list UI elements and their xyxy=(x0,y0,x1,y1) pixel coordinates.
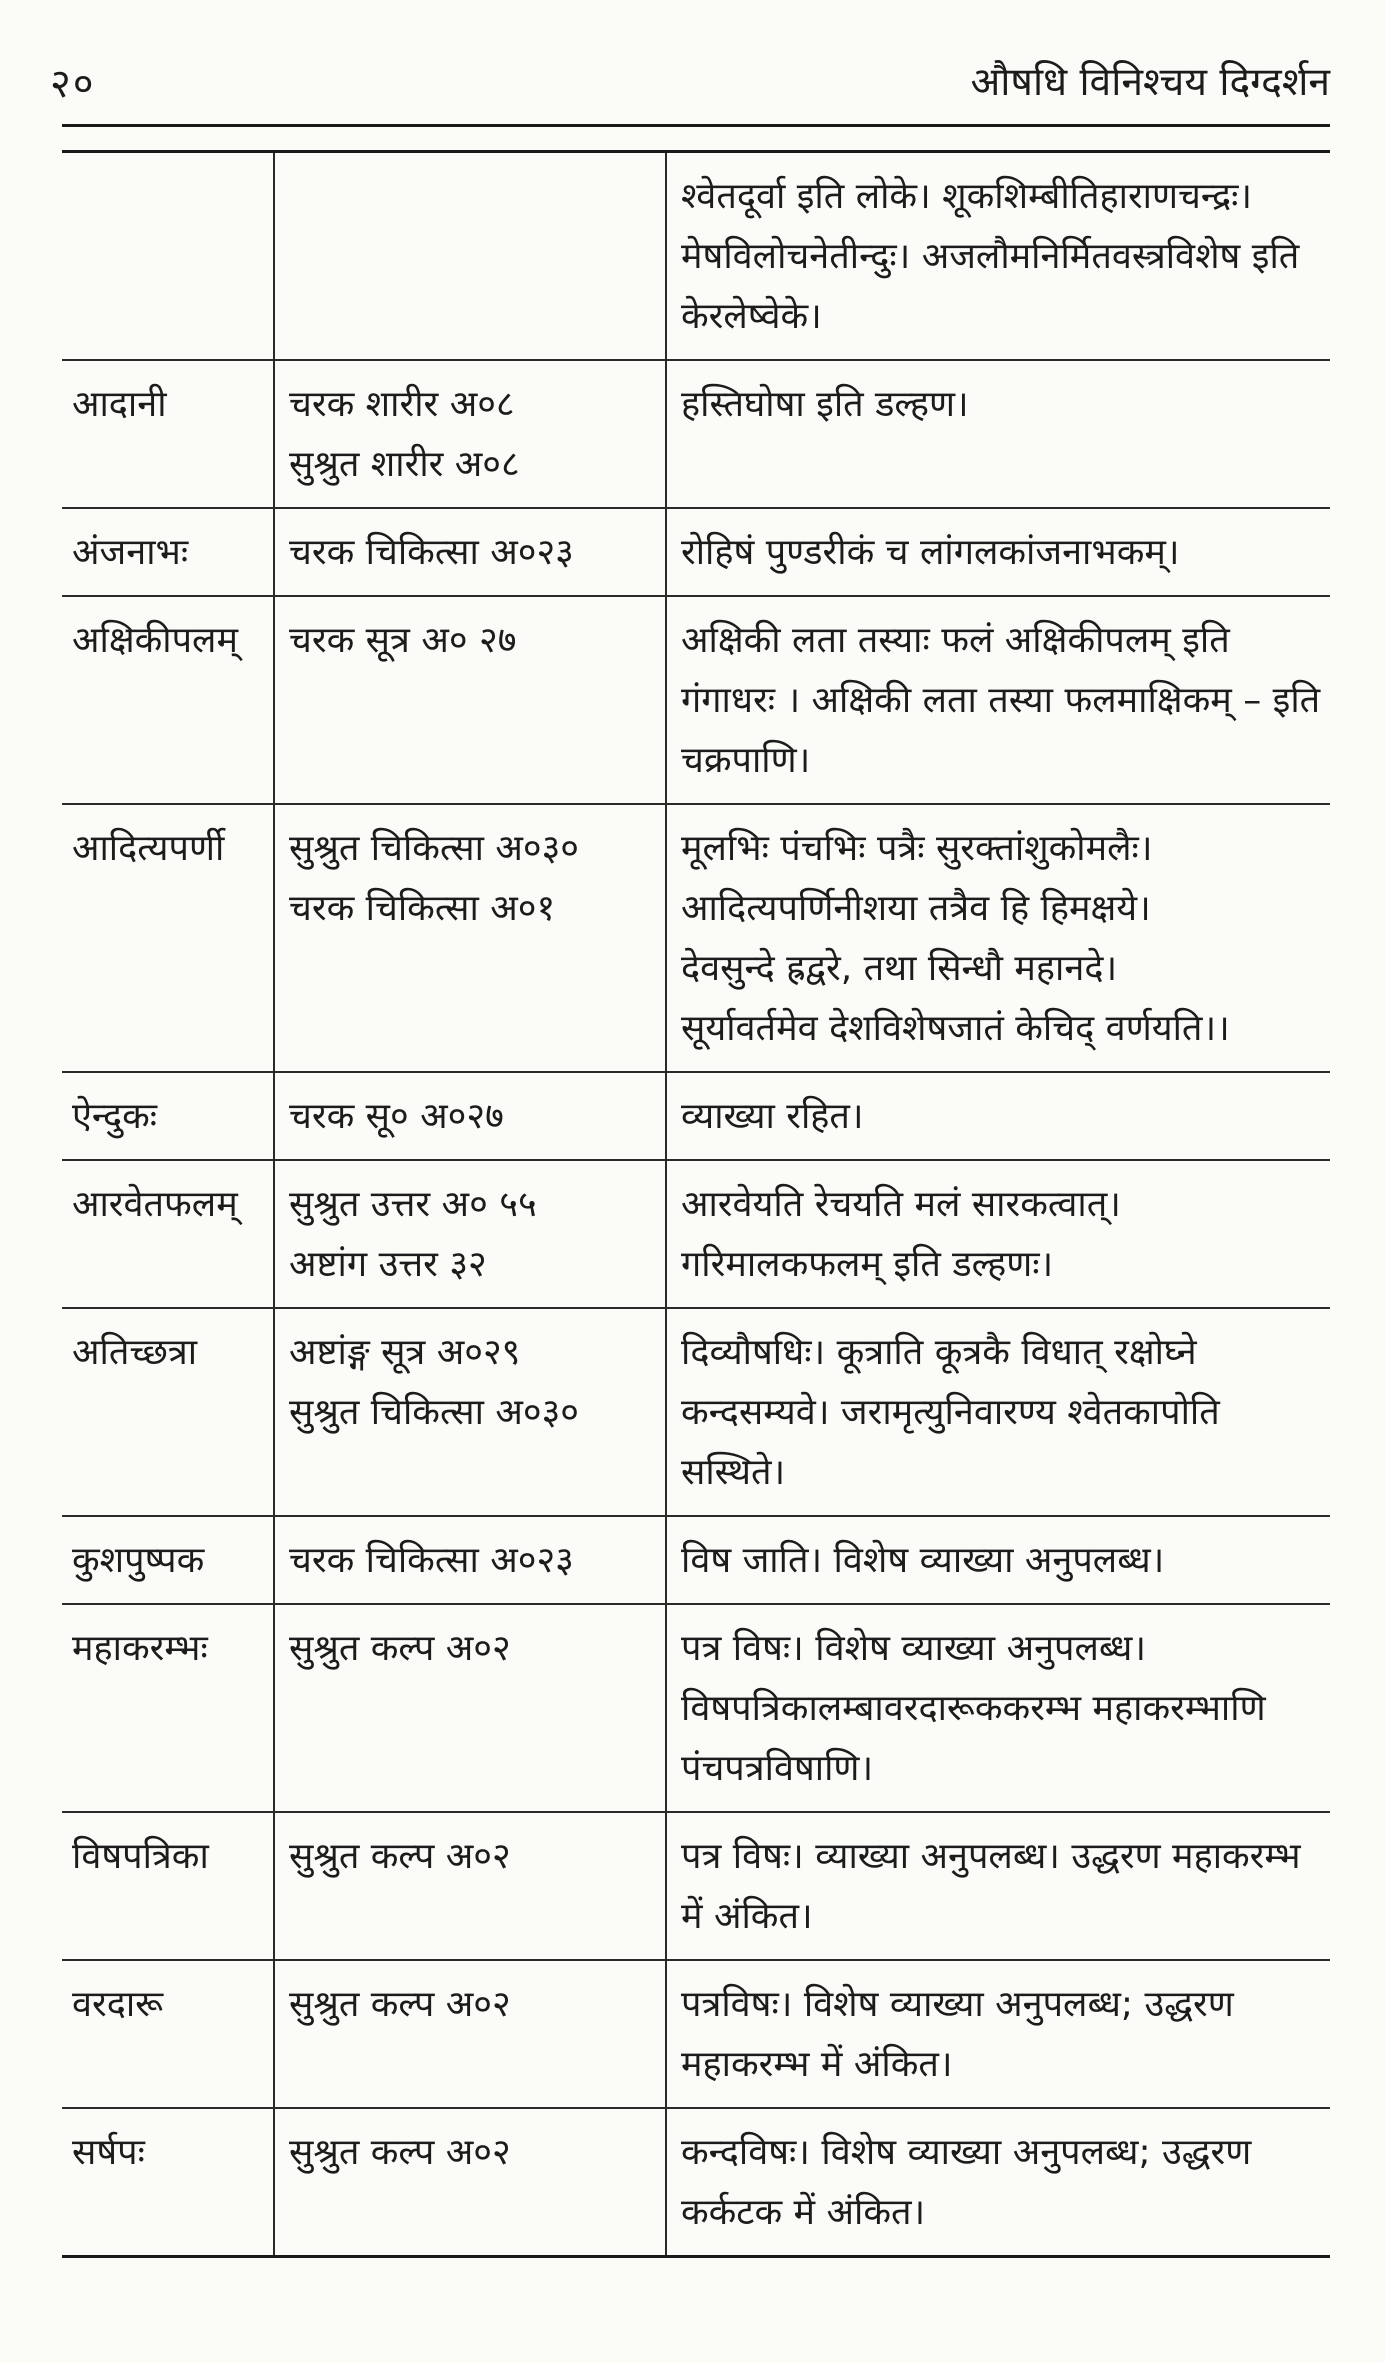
description-text: कन्दविषः। विशेष व्याख्या अनुपलब्ध; उद्धरण कर्कटक में अंकित। xyxy=(681,2132,1252,2233)
drug-name-cell xyxy=(62,804,274,1072)
description-text: मूलभिः पंचभिः पत्रैः सुरक्तांशुकोमलैः। xyxy=(681,828,1153,869)
drug-name: अतिच्छत्रा xyxy=(72,1332,198,1373)
description-text: देवसुन्दे ह्रद्वरे, तथा सिन्धौ महानदे। xyxy=(681,948,1118,989)
table-row xyxy=(62,596,1330,804)
description-text: पत्र विषः। व्याख्या अनुपलब्ध। उद्धरण महाकरम्भ में अंकित। xyxy=(681,1836,1301,1937)
running-title: औषधि विनिश्चय दिग्दर्शन xyxy=(970,60,1330,105)
description-cell xyxy=(666,360,1330,508)
table-row xyxy=(62,1072,1330,1160)
reference-text: सुश्रुत कल्प अ०२ xyxy=(289,1984,511,2025)
drug-name-cell xyxy=(62,596,274,804)
drug-name: अंजनाभः xyxy=(72,532,189,573)
table-row xyxy=(62,1308,1330,1516)
reference-cell xyxy=(274,1308,666,1516)
page-number: २० xyxy=(50,61,96,107)
reference-table-container xyxy=(62,150,1330,2258)
table-body xyxy=(62,152,1330,2257)
reference-cell xyxy=(274,1960,666,2108)
table-row xyxy=(62,1516,1330,1604)
reference-text: सुश्रुत शारीर अ०८ xyxy=(289,444,520,485)
reference-table xyxy=(62,150,1330,2258)
reference-cell xyxy=(274,1072,666,1160)
reference-cell xyxy=(274,152,666,361)
description-text: श्वेतदूर्वा इति लोके। शूकशिम्बीतिहाराणचन्द्रः। मेषविलोचनेतीन्दुः। अजलौमनिर्मितवस्त्रविशेष इति केरलेष्वेके। xyxy=(681,176,1300,337)
description-text: हस्तिघोषा इति डल्हण। xyxy=(681,384,969,425)
table-row xyxy=(62,1812,1330,1960)
description-text: आदित्यपर्णिनीशया तत्रैव हि हिमक्षये। xyxy=(681,888,1151,929)
drug-name-cell xyxy=(62,1072,274,1160)
description-text: आरवेयति रेचयति मलं सारकत्वात्। xyxy=(681,1184,1121,1225)
description-text: पत्रविषः। विशेष व्याख्या अनुपलब्ध; उद्धरण महाकरम्भ में अंकित। xyxy=(681,1984,1234,2085)
description-text: विष जाति। विशेष व्याख्या अनुपलब्ध। xyxy=(681,1540,1165,1581)
reference-text: सुश्रुत उत्तर अ० ५५ xyxy=(289,1184,537,1225)
drug-name: विषपत्रिका xyxy=(72,1836,209,1877)
table-row xyxy=(62,1604,1330,1812)
reference-text: चरक सू० अ०२७ xyxy=(289,1096,504,1137)
reference-cell xyxy=(274,2108,666,2257)
description-cell xyxy=(666,596,1330,804)
page-header xyxy=(50,46,1330,116)
reference-text: सुश्रुत कल्प अ०२ xyxy=(289,1836,511,1877)
table-row xyxy=(62,1160,1330,1308)
drug-name: आदित्यपर्णी xyxy=(72,828,225,869)
header-rule xyxy=(62,124,1330,127)
description-cell xyxy=(666,1516,1330,1604)
description-cell xyxy=(666,804,1330,1072)
reference-text: सुश्रुत कल्प अ०२ xyxy=(289,1628,511,1669)
reference-cell xyxy=(274,1812,666,1960)
reference-text: अष्टांग उत्तर ३२ xyxy=(289,1244,487,1285)
reference-cell xyxy=(274,1160,666,1308)
description-cell xyxy=(666,1812,1330,1960)
drug-name-cell xyxy=(62,1516,274,1604)
reference-text: चरक चिकित्सा अ०२३ xyxy=(289,1540,574,1581)
table-row xyxy=(62,360,1330,508)
reference-text: अष्टांङ्ग सूत्र अ०२९ xyxy=(289,1332,521,1373)
table-row xyxy=(62,804,1330,1072)
description-cell xyxy=(666,1072,1330,1160)
reference-text: चरक शारीर अ०८ xyxy=(289,384,515,425)
drug-name-cell xyxy=(62,1960,274,2108)
table-row xyxy=(62,1960,1330,2108)
description-cell xyxy=(666,1160,1330,1308)
drug-name-cell xyxy=(62,1308,274,1516)
description-text: दिव्यौषधिः। कूत्राति कूत्रकै विधात् रक्षोघ्ने कन्दसम्यवे। जरामृत्युनिवारण्य श्वेतकापोति सस्थिते। xyxy=(681,1332,1220,1493)
drug-name: कुशपुष्पक xyxy=(72,1540,205,1581)
description-cell xyxy=(666,2108,1330,2257)
reference-cell xyxy=(274,508,666,596)
description-cell xyxy=(666,1960,1330,2108)
drug-name: ऐन्दुकः xyxy=(72,1096,158,1137)
reference-cell xyxy=(274,1604,666,1812)
description-cell xyxy=(666,152,1330,361)
table-row xyxy=(62,2108,1330,2257)
drug-name: वरदारू xyxy=(72,1984,164,2025)
description-text: अक्षिकी लता तस्याः फलं अक्षिकीपलम् इति गंगाधरः । अक्षिकी लता तस्या फलमाक्षिकम् – इति चक्रपाणि। xyxy=(681,620,1321,781)
reference-text: चरक चिकित्सा अ०२३ xyxy=(289,532,574,573)
drug-name: आदानी xyxy=(72,384,167,425)
drug-name-cell xyxy=(62,1604,274,1812)
drug-name-cell xyxy=(62,1160,274,1308)
reference-text: सुश्रुत कल्प अ०२ xyxy=(289,2132,511,2173)
description-text: गरिमालकफलम् इति डल्हणः। xyxy=(681,1244,1054,1285)
reference-cell xyxy=(274,596,666,804)
reference-cell xyxy=(274,1516,666,1604)
drug-name-cell xyxy=(62,2108,274,2257)
drug-name-cell xyxy=(62,1812,274,1960)
reference-text: सुश्रुत चिकित्सा अ०३० xyxy=(289,828,580,869)
drug-name-cell xyxy=(62,360,274,508)
reference-text: सुश्रुत चिकित्सा अ०३० xyxy=(289,1392,580,1433)
description-cell xyxy=(666,1308,1330,1516)
reference-text: चरक चिकित्सा अ०१ xyxy=(289,888,556,929)
description-text: पत्र विषः। विशेष व्याख्या अनुपलब्ध। विषपत्रिकालम्बावरदारूककरम्भ महाकरम्भाणि पंचपत्रविषाणि। xyxy=(681,1628,1266,1789)
description-cell xyxy=(666,1604,1330,1812)
description-text: सूर्यावर्तमेव देशविशेषजातं केचिद् वर्णयति।। xyxy=(681,1008,1230,1049)
drug-name: महाकरम्भः xyxy=(72,1628,208,1669)
table-row xyxy=(62,508,1330,596)
reference-text: चरक सूत्र अ० २७ xyxy=(289,620,517,661)
drug-name: सर्षपः xyxy=(72,2132,145,2173)
reference-cell xyxy=(274,360,666,508)
drug-name-cell xyxy=(62,508,274,596)
drug-name: अक्षिकीपलम् xyxy=(72,620,238,661)
description-cell xyxy=(666,508,1330,596)
drug-name-cell xyxy=(62,152,274,361)
description-text: व्याख्या रहित। xyxy=(681,1096,864,1137)
table-row xyxy=(62,152,1330,361)
description-text: रोहिषं पुण्डरीकं च लांगलकांजनाभकम्। xyxy=(681,532,1180,573)
drug-name: आरवेतफलम् xyxy=(72,1184,238,1225)
reference-cell xyxy=(274,804,666,1072)
